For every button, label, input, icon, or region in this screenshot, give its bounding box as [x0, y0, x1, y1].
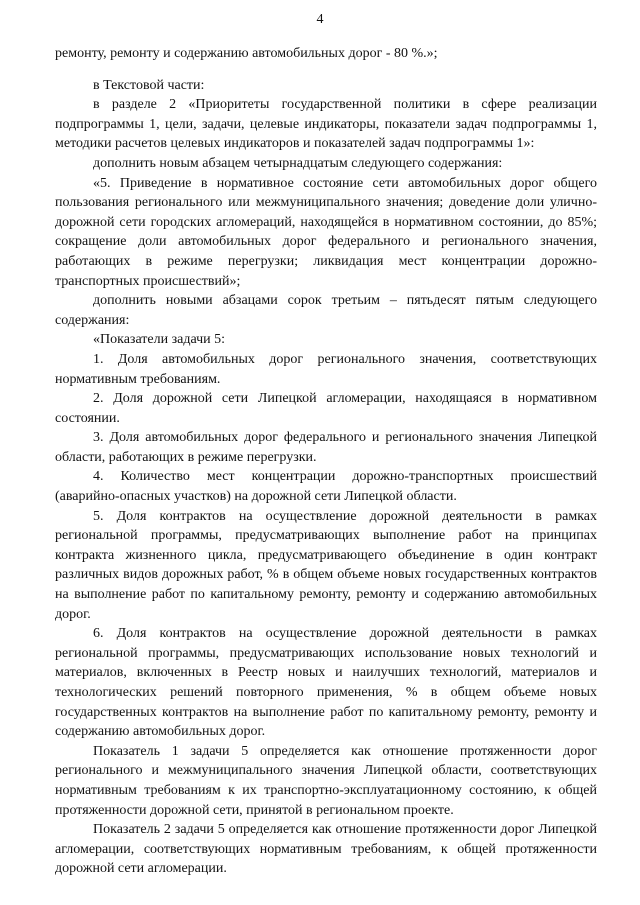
page-number: 4	[316, 12, 324, 27]
paragraph-indicator-2-method: Показатель 2 задачи 5 определяется как отношение протяженности дорог Липецкой агломерации, соответствующих нормативным требованиям, к общей протяженности дорожной сети агломерации.	[55, 822, 597, 877]
paragraph-add-14: дополнить новым абзацем четырнадцатым следующего содержания:	[93, 155, 503, 171]
indicator-item-5: 5. Доля контрактов на осуществление дорожной деятельности в рамках региональной программы, предусматривающих выполнение работ на принципах контракта жизненного цикла, предусматривающего объединение в один контракт различных видов дорожных работ, % в общем объеме новых государственных контрактов на выполнение работ по капитальному ремонту, ремонту и содержанию автомобильных дорог.	[55, 508, 597, 622]
paragraph-continuation: ремонту, ремонту и содержанию автомобильных дорог - 80 %.»;	[55, 46, 438, 61]
indicator-item-6: 6. Доля контрактов на осуществление дорожной деятельности в рамках региональной программы, предусматривающих использование новых технологий и материалов, включенных в Реестр новых и наилучших технологий, материалов и технологических решений повторного применения, % в общем объеме новых государственных контрактов на выполнение работ по капитальному ремонту, ремонту и содержанию автомобильных дорог.	[55, 626, 597, 740]
paragraph-text-part: в Текстовой части:	[93, 77, 205, 93]
indicator-item-1: 1. Доля автомобильных дорог регионального значения, соответствующих нормативным требованиям.	[55, 351, 597, 387]
paragraph-section-2: в разделе 2 «Приоритеты государственной политики в сфере реализации подпрограммы 1, цели, задачи, целевые индикаторы, показатели задач подпрограммы 1, методики расчетов целевых индикаторов и показателей задач подпрограммы 1»:	[55, 97, 597, 152]
paragraph-indicators-heading: «Показатели задачи 5:	[93, 332, 226, 348]
paragraph-task-5: «5. Приведение в нормативное состояние сети автомобильных дорог общего пользования регионального или межмуниципального значения; доведение доли улично-дорожной сети городских агломераций, находящейся в нормативном состоянии, до 85%; сокращение доли автомобильных дорог федерального и регионального значения, работающих в режиме перегрузки; ликвидация мест концентрации дорожно-транспортных происшествий»;	[55, 175, 597, 289]
indicator-item-3: 3. Доля автомобильных дорог федерального и регионального значения Липецкой области, работающих в режиме перегрузки.	[55, 430, 597, 465]
indicator-item-4: 4. Количество мест концентрации дорожно-транспортных происшествий (аварийно-опасных участков) на дорожной сети Липецкой области.	[55, 469, 597, 505]
paragraph-add-43-55: дополнить новыми абзацами сорок третьим – пятьдесят пятым следующего содержания:	[55, 293, 597, 328]
indicator-item-2: 2. Доля дорожной сети Липецкой агломерации, находящаяся в нормативном состоянии.	[55, 391, 597, 426]
paragraph-indicator-1-method: Показатель 1 задачи 5 определяется как отношение протяженности дорог регионального и межмуниципального значения Липецкой области, соответствующих нормативным требованиям к их транспортно-эксплуатационному состоянию, к общей протяженности дорожной сети, принятой в региональном проекте.	[55, 743, 597, 818]
document-body	[55, 44, 597, 879]
